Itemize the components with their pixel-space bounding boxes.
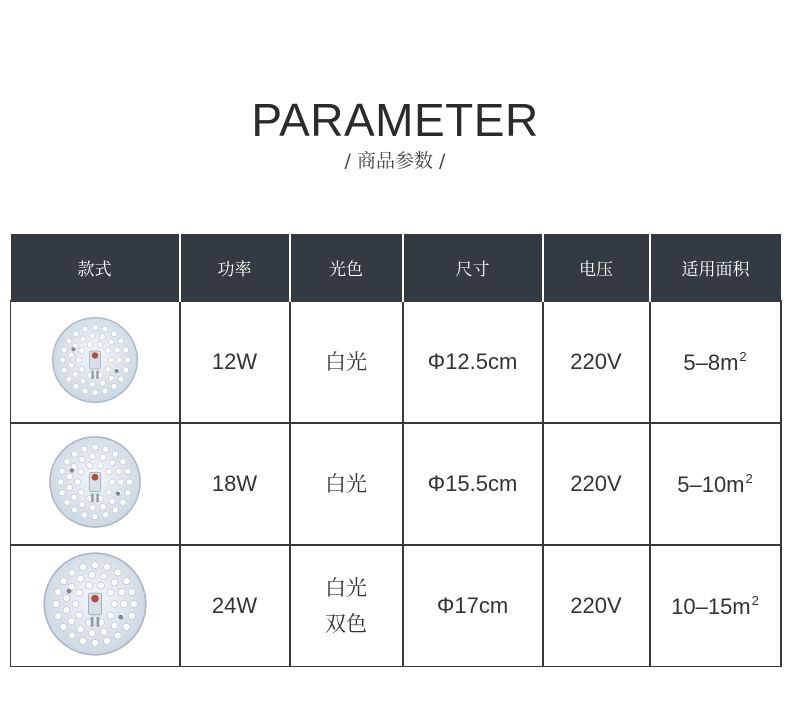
area-text: 5–8m [683,349,739,375]
led-connector-pin [90,616,93,626]
size-cell: Φ15.5cm [403,423,543,545]
light-color-text: 双色 [325,612,367,636]
led-dot [60,577,67,584]
column-header-voltage: 电压 [543,234,650,301]
led-dot [76,357,82,363]
area-cell [650,301,781,423]
led-dot [63,606,70,613]
led-dot [92,389,98,395]
led-dot [66,338,72,344]
column-header-area: 适用面积 [650,234,781,301]
led-dot [60,623,67,630]
table-row [11,545,781,667]
size-cell: Φ17cm [403,545,543,667]
led-dot [105,347,111,353]
led-dot [112,506,118,512]
led-connector-pin [91,493,93,502]
led-dot [72,600,79,607]
light-color-cell [290,545,403,667]
led-dot [76,589,83,596]
led-dot [108,339,114,345]
page-title: PARAMETER [251,94,539,146]
led-dot [125,489,131,495]
page-subtitle: / 商品参数 / [344,150,446,172]
voltage-cell: 220V [543,545,650,667]
led-dot [123,577,130,584]
led-dot [114,347,120,353]
led-dot [102,446,108,452]
led-dot [82,326,88,332]
led-dot [64,458,70,464]
area-superscript: 2 [745,470,753,486]
led-dot [108,357,114,363]
led-dot [97,462,103,468]
led-dot [125,468,131,474]
column-header-size: 尺寸 [403,234,543,301]
led-dot [118,376,124,382]
led-dot [100,628,107,635]
led-dot [78,468,84,474]
voltage-cell: 220V [543,423,650,545]
led-dot [107,589,114,596]
led-dot [87,341,93,347]
led-dot [68,569,75,576]
column-header-light-color: 光色 [290,234,403,301]
led-dot [81,446,87,452]
led-dot [130,600,137,607]
led-dot [92,444,98,450]
led-dot [123,347,129,353]
led-dot [73,383,79,389]
led-connector-pin [96,616,99,626]
led-dot [66,473,72,479]
led-connector-pin [96,370,98,378]
led-dot [107,611,114,618]
light-color-cell [290,301,403,423]
led-module-image [50,315,140,405]
size-cell: Φ12.5cm [403,301,543,423]
mounting-screw [118,614,123,619]
led-dot [97,341,103,347]
column-header-style: 款式 [11,234,180,301]
led-dot [120,499,126,505]
led-dot [74,478,80,484]
led-dot [73,330,79,336]
led-dot [109,478,115,484]
led-dot [97,582,104,589]
led-dot [126,478,132,484]
led-dot [118,478,124,484]
led-dot [77,625,84,632]
led-dot [92,324,98,330]
led-dot [89,504,95,510]
led-dot [68,617,75,624]
led-dot [71,494,77,500]
led-dot [79,456,85,462]
led-connector-pin [96,493,98,502]
led-dot [52,600,59,607]
led-dot [64,499,70,505]
voltage-cell: 220V [543,301,650,423]
led-dot [91,639,98,646]
led-dot [108,375,114,381]
led-dot [102,511,108,517]
led-dot [118,338,124,344]
style-cell [11,423,180,545]
led-dot [92,513,98,519]
area-text: 5–10m [677,471,745,497]
power-cell: 18W [180,423,290,545]
led-dot [59,468,65,474]
led-dot [128,588,135,595]
led-dot [78,489,84,495]
led-dot [71,506,77,512]
table-header-row [11,234,781,301]
area-cell [650,423,781,545]
light-color-text: 白光 [325,350,367,374]
led-dot [99,380,105,386]
led-dot [88,571,95,578]
led-dot [124,357,130,363]
led-dot [82,387,88,393]
led-dot [114,569,121,576]
led-dot [100,503,106,509]
led-dot [99,334,105,340]
led-dot [79,637,86,644]
led-dot [103,637,110,644]
led-dot [59,357,65,363]
style-cell [11,545,180,667]
led-dot [79,347,85,353]
led-dot [102,387,108,393]
mounting-screw [71,347,75,351]
led-dot [85,582,92,589]
led-dot [63,594,70,601]
led-dot [109,459,115,465]
led-dot [100,572,107,579]
led-dot [66,484,72,490]
led-dot [81,511,87,517]
led-dot [54,612,61,619]
led-dot [115,468,121,474]
led-dot [89,332,95,338]
led-dot [102,326,108,332]
led-dot [111,383,117,389]
led-dot [61,367,67,373]
led-dot [111,578,118,585]
mounting-screw [114,368,118,372]
light-color-text: 白光 [325,472,367,496]
power-cell: 12W [180,301,290,423]
column-header-power: 功率 [180,234,290,301]
led-dot [120,600,127,607]
led-dot [118,588,125,595]
led-driver-component [91,594,99,602]
led-dot [79,366,85,372]
area-text: 10–15m [671,593,751,619]
led-dot [88,629,95,636]
power-cell: 24W [180,545,290,667]
led-dot [123,623,130,630]
led-dot [91,561,98,568]
area-superscript: 2 [739,348,747,364]
led-dot [79,501,85,507]
led-dot [86,462,92,468]
led-dot [114,631,121,638]
mounting-screw [116,491,120,495]
led-module-image [47,434,143,530]
led-connector-pin [91,370,93,378]
led-dot [106,489,112,495]
led-dot [54,588,61,595]
led-dot [59,489,65,495]
led-dot [89,453,95,459]
led-dot [100,454,106,460]
table-row [11,423,781,545]
led-dot [109,498,115,504]
led-dot [68,352,74,358]
area-cell [650,545,781,667]
led-dot [68,631,75,638]
led-dot [103,563,110,570]
led-dot [61,347,67,353]
led-dot [111,600,118,607]
led-driver-component [91,473,98,480]
led-dot [111,622,118,629]
led-dot [68,362,74,368]
led-dot [79,563,86,570]
led-dot [80,378,86,384]
led-dot [57,478,63,484]
table-row [11,301,781,423]
light-color-cell [290,423,403,545]
led-dot [71,450,77,456]
led-dot [112,450,118,456]
style-cell [11,301,180,423]
led-dot [116,357,122,363]
mounting-screw [70,468,74,472]
parameter-table [10,234,782,667]
led-dot [76,611,83,618]
led-dot [66,376,72,382]
led-dot [72,371,78,377]
led-dot [123,367,129,373]
led-dot [80,336,86,342]
area-superscript: 2 [751,592,759,608]
led-dot [89,381,95,387]
led-dot [120,458,126,464]
led-dot [77,575,84,582]
led-driver-component [92,352,98,358]
light-color-text: 白光 [325,576,367,600]
led-module-image [41,550,149,658]
led-dot [106,468,112,474]
led-dot [128,612,135,619]
led-dot [105,366,111,372]
mounting-screw [66,588,71,593]
led-dot [111,330,117,336]
